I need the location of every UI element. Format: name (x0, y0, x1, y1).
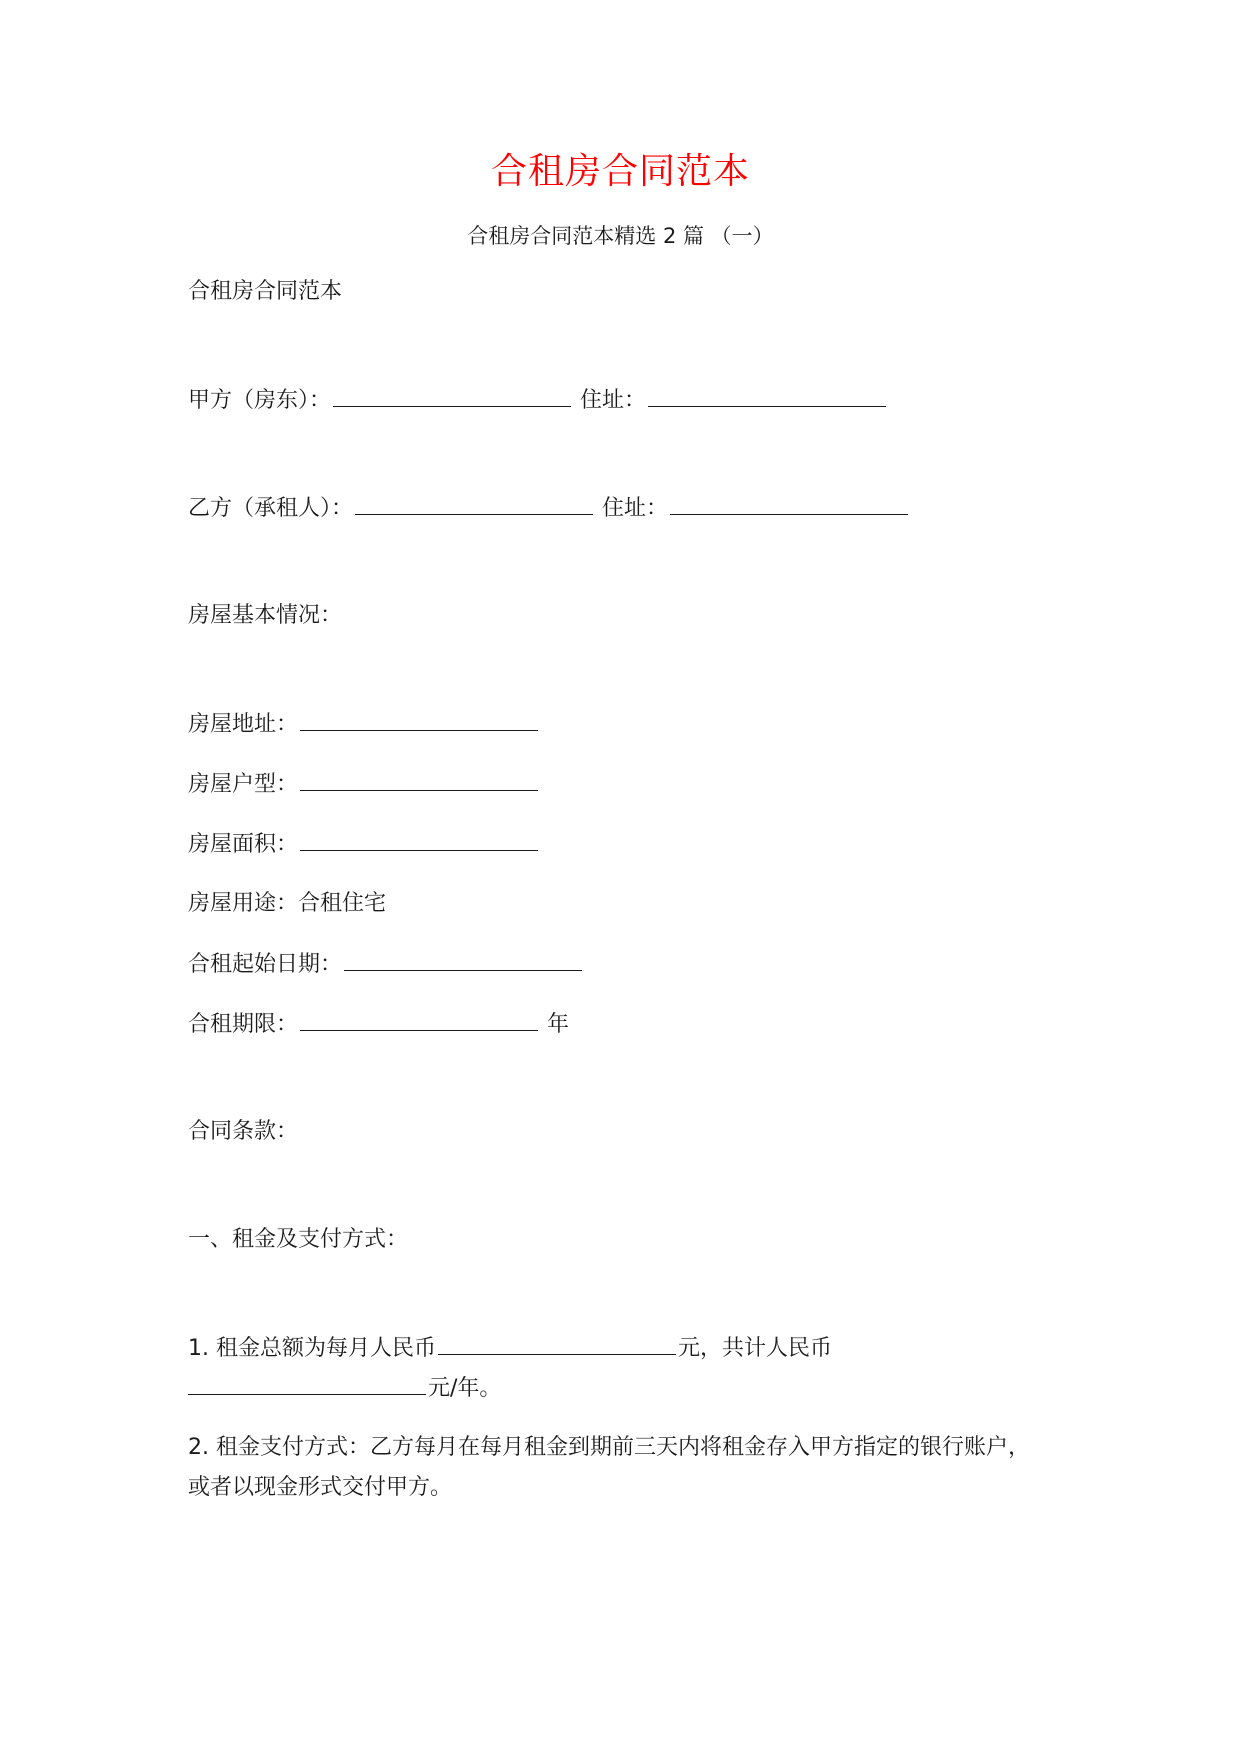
party-a-address-label: 住址： (580, 388, 647, 413)
party-a-address-blank[interactable] (648, 384, 886, 407)
clause2-line1: 2. 租金支付方式：乙方每月在每月租金到期前三天内将租金存入甲方指定的银行账户， (188, 1435, 1030, 1460)
clause1-line2 (188, 1372, 501, 1405)
party-a-name-blank[interactable] (333, 384, 571, 407)
house-area-line (188, 828, 540, 861)
start-date-blank[interactable] (344, 948, 582, 971)
term-line (188, 1008, 569, 1041)
clause1-part2: 元，共计人民币 (677, 1336, 832, 1361)
house-type-line (188, 768, 540, 801)
start-date-label: 合租起始日期： (188, 952, 343, 977)
party-a-label: 甲方（房东）： (188, 388, 332, 413)
term-label: 合租期限： (188, 1012, 299, 1037)
term-unit: 年 (547, 1012, 570, 1037)
document-subtitle: 合租房合同范本精选 2 篇 （一） (467, 224, 774, 248)
monthly-rent-blank[interactable] (438, 1332, 676, 1355)
term-blank[interactable] (300, 1008, 538, 1031)
contract-heading: 合租房合同范本 (188, 279, 343, 304)
section1-heading: 一、租金及支付方式： (188, 1227, 409, 1252)
party-b-label: 乙方（承租人）： (188, 496, 354, 521)
house-use-line: 房屋用途：合租住宅 (188, 891, 387, 916)
clause1-part3: 元/年。 (428, 1376, 502, 1401)
house-area-label: 房屋面积： (188, 832, 299, 857)
party-b-line (188, 492, 910, 525)
start-date-line (188, 948, 584, 981)
clause2-line2: 或者以现金形式交付甲方。 (188, 1475, 453, 1500)
house-address-blank[interactable] (300, 708, 538, 731)
house-address-label: 房屋地址： (188, 712, 299, 737)
house-address-line (188, 708, 540, 741)
house-area-blank[interactable] (300, 828, 538, 851)
document-title: 合租房合同范本 (490, 151, 750, 192)
basic-info-heading: 房屋基本情况： (188, 603, 343, 628)
terms-heading: 合同条款： (188, 1119, 299, 1144)
party-b-address-label: 住址： (602, 496, 669, 521)
house-type-blank[interactable] (300, 768, 538, 791)
clause1-part1: 1. 租金总额为每月人民币 (188, 1336, 436, 1361)
party-b-address-blank[interactable] (670, 492, 908, 515)
clause1-line1 (188, 1332, 832, 1365)
party-b-name-blank[interactable] (355, 492, 593, 515)
party-a-line (188, 384, 888, 417)
annual-rent-blank[interactable] (188, 1372, 426, 1395)
house-type-label: 房屋户型： (188, 772, 299, 797)
